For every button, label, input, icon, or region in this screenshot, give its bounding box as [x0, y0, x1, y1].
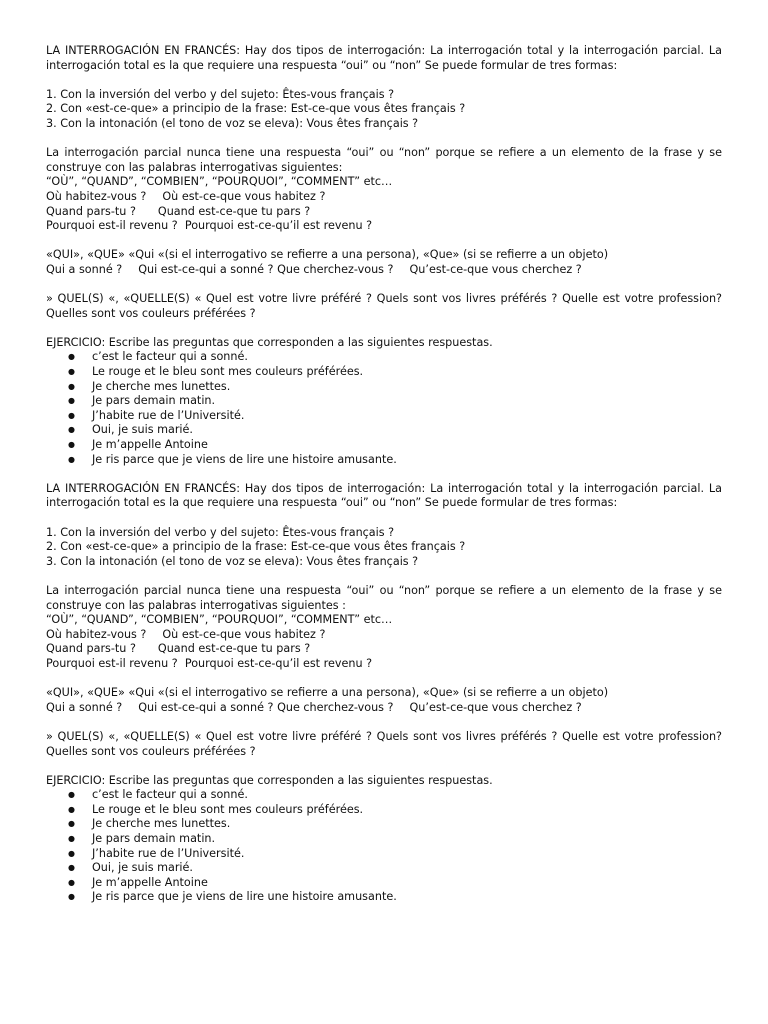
exercise-list [46, 788, 722, 905]
qui-que-examples: Qui a sonné ? Qui est-ce-qui a sonné ? Que cherchez-vous ? Qu’est-ce-que vous cherchez ? [46, 262, 582, 276]
list-item: ● Le rouge et le bleu sont mes couleurs préférées. [46, 803, 722, 818]
example-row: Quand pars-tu ? Quand est-ce-que tu pars ? [46, 642, 311, 656]
exercise-title: EJERCICIO: Escribe las preguntas que corresponden a las siguientes respuestas. [46, 335, 493, 349]
form-3: 3. Con la intonación (el tono de voz se eleva): Vous êtes français ? [46, 116, 419, 130]
example-row: Pourquoi est-il revenu ? Pourquoi est-ce-qu’il est revenu ? [46, 656, 373, 670]
form-1: 1. Con la inversión del verbo y del sujeto: Êtes-vous français ? [46, 525, 395, 539]
qui-que-rule: «QUI», «QUE» «Qui «(si el interrogativo se refierre a una persona), «Que» (si se refierre a un objeto) [46, 686, 609, 700]
quel-paragraph: » QUEL(S) «, «QUELLE(S) « Quel est votre livre préféré ? Quels sont vos livres préférés ? Quelle est votre profession? Quelles sont vos couleurs préférées ? [46, 729, 722, 758]
form-1: 1. Con la inversión del verbo y del sujeto: Êtes-vous français ? [46, 87, 395, 101]
form-2: 2. Con «est-ce-que» a principio de la frase: Est-ce-que vous êtes français ? [46, 540, 466, 554]
intro-paragraph: LA INTERROGACIÓN EN FRANCÉS: Hay dos tipos de interrogación: La interrogación total y la interrogación parcial. La interrogación total es la que requiere una respuesta “oui” ou “non” Se puede formular de tres formas: [46, 481, 722, 510]
example-row: Où habitez-vous ? Où est-ce-que vous habitez ? [46, 627, 326, 641]
list-item: ● Je m’appelle Antoine [46, 438, 722, 453]
list-item: ● Oui, je suis marié. [46, 861, 722, 876]
list-item: ● Je ris parce que je viens de lire une histoire amusante. [46, 890, 722, 905]
intro-paragraph: LA INTERROGACIÓN EN FRANCÉS: Hay dos tipos de interrogación: La interrogación total y la interrogación parcial. La interrogación total es la que requiere una respuesta “oui” ou “non” Se puede formular de tres formas: [46, 44, 722, 72]
interrogative-words: “OÙ”, “QUAND”, “COMBIEN”, “POURQUOI”, “COMMENT” etc… [46, 613, 393, 627]
example-row: Pourquoi est-il revenu ? Pourquoi est-ce-qu’il est revenu ? [46, 219, 373, 233]
list-item: ● Je pars demain matin. [46, 394, 722, 409]
list-item: ● c’est le facteur qui a sonné. [46, 788, 722, 803]
list-item: ● Je cherche mes lunettes. [46, 380, 722, 395]
list-item: ● c’est le facteur qui a sonné. [46, 350, 722, 365]
qui-que-examples: Qui a sonné ? Qui est-ce-qui a sonné ? Que cherchez-vous ? Qu’est-ce-que vous cherchez ? [46, 700, 582, 714]
partial-paragraph: La interrogación parcial nunca tiene una respuesta “oui” ou “non” porque se refiere a un elemento de la frase y se construye con las palabras interrogativas siguientes: [46, 146, 722, 174]
section-2 [46, 482, 722, 905]
exercise-list [46, 350, 722, 467]
list-item: ● J’habite rue de l’Université. [46, 409, 722, 424]
list-item: ● Le rouge et le bleu sont mes couleurs préférées. [46, 365, 722, 380]
list-item: ● Je ris parce que je viens de lire une histoire amusante. [46, 453, 722, 468]
interrogative-words: “OÙ”, “QUAND”, “COMBIEN”, “POURQUOI”, “COMMENT” etc… [46, 175, 393, 189]
list-item: ● J’habite rue de l’Université. [46, 847, 722, 862]
section-1 [46, 44, 722, 467]
example-row: Où habitez-vous ? Où est-ce-que vous habitez ? [46, 189, 326, 203]
example-row: Quand pars-tu ? Quand est-ce-que tu pars ? [46, 204, 311, 218]
quel-paragraph: » QUEL(S) «, «QUELLE(S) « Quel est votre livre préféré ? Quels sont vos livres préférés ? Quelle est votre profession? Quelles sont vos couleurs préférées ? [46, 292, 722, 320]
form-2: 2. Con «est-ce-que» a principio de la frase: Est-ce-que vous êtes français ? [46, 102, 466, 116]
list-item: ● Oui, je suis marié. [46, 423, 722, 438]
form-3: 3. Con la intonación (el tono de voz se eleva): Vous êtes français ? [46, 554, 419, 568]
list-item: ● Je pars demain matin. [46, 832, 722, 847]
exercise-title: EJERCICIO: Escribe las preguntas que corresponden a las siguientes respuestas. [46, 773, 493, 787]
partial-paragraph: La interrogación parcial nunca tiene una respuesta “oui” ou “non” porque se refiere a un elemento de la frase y se construye con las palabras interrogativas siguientes : [46, 583, 722, 612]
list-item: ● Je m’appelle Antoine [46, 876, 722, 891]
qui-que-rule: «QUI», «QUE» «Qui «(si el interrogativo se refierre a una persona), «Que» (si se refierre a un objeto) [46, 248, 609, 262]
list-item: ● Je cherche mes lunettes. [46, 817, 722, 832]
